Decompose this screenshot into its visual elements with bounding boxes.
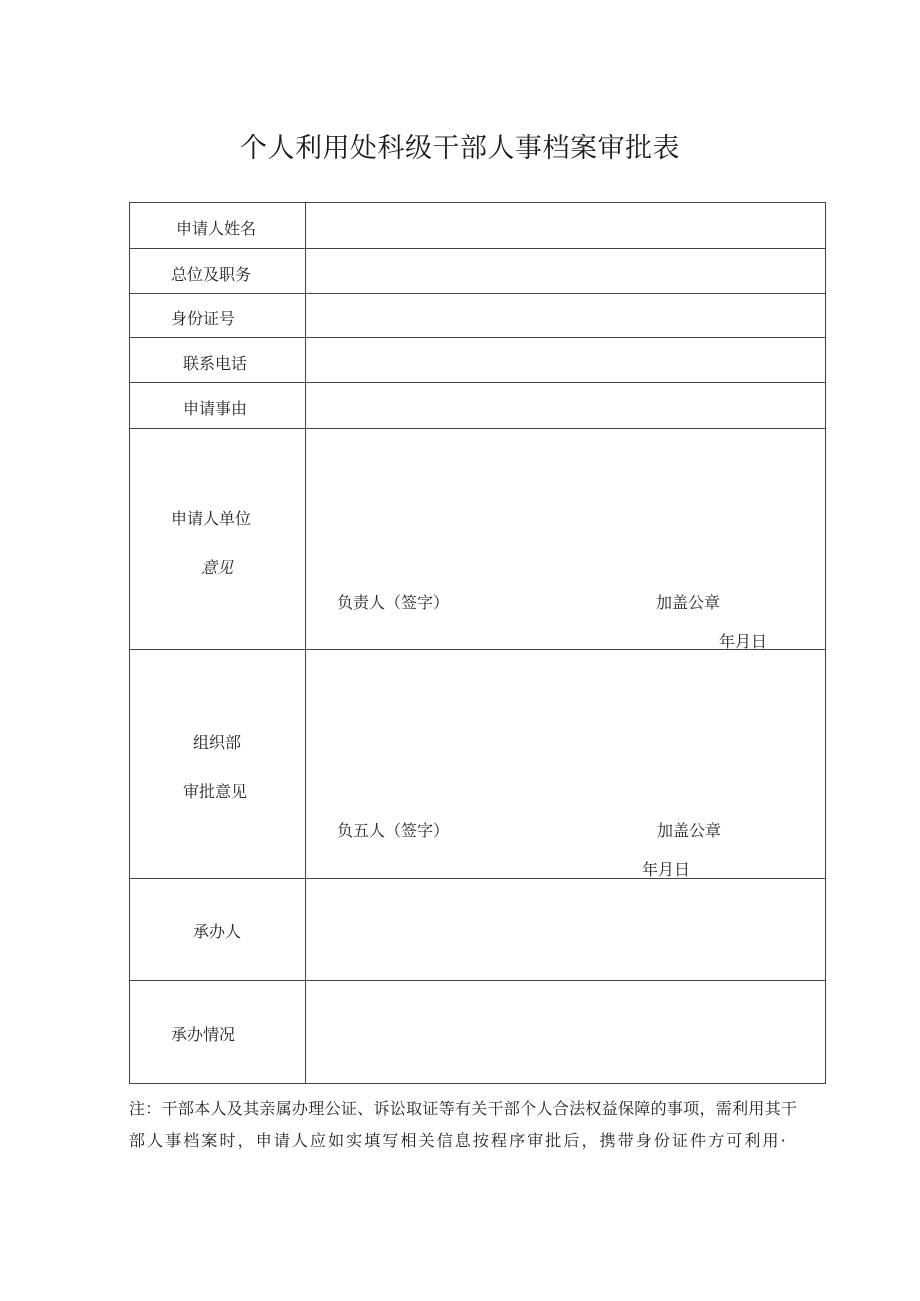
label-cell [130, 879, 306, 981]
unit-opinion-field[interactable] [306, 429, 826, 650]
unit-signer-label: 负责人（签字） [337, 593, 450, 612]
org-signer-label: 负五人（签字） [337, 821, 450, 840]
label-cell [130, 650, 306, 879]
reason-field[interactable] [306, 383, 826, 429]
handler-label: 承办人 [193, 922, 242, 941]
org-approval-field[interactable] [306, 650, 826, 879]
form-row-unit-opinion [130, 429, 826, 650]
label-cell [130, 294, 306, 338]
position-field[interactable] [306, 249, 826, 294]
position-label: 总位及职务 [171, 265, 252, 284]
org-approval-label-2: 审批意见 [183, 782, 248, 801]
unit-date-label: 年月日 [719, 632, 768, 651]
label-cell [130, 383, 306, 429]
form-row-org-approval [130, 650, 826, 879]
form-row-reason [130, 383, 826, 429]
form-row-phone [130, 338, 826, 383]
label-cell [130, 981, 306, 1084]
form-row-applicant-name [130, 203, 826, 249]
page-title: 个人利用处科级干部人事档案审批表 [240, 133, 680, 164]
approval-form-table [129, 202, 826, 1084]
unit-opinion-label-2: 意见 [201, 558, 234, 577]
phone-label: 联系电话 [183, 354, 248, 373]
label-cell [130, 429, 306, 650]
phone-field[interactable] [306, 338, 826, 383]
handler-field[interactable] [306, 879, 826, 981]
label-cell [130, 249, 306, 294]
id-number-field[interactable] [306, 294, 826, 338]
footnote-line-1: 注：干部本人及其亲属办理公证、诉讼取证等有关干部个人合法权益保障的事项，需利用其干 [129, 1099, 798, 1118]
label-cell [130, 338, 306, 383]
org-date-label: 年月日 [642, 860, 691, 879]
handling-status-label: 承办情况 [171, 1025, 236, 1044]
footnote-line-2: 部人事档案时，申请人应如实填写相关信息按程序审批后，携带身份证件方可利用· [129, 1131, 788, 1150]
form-row-id-number [130, 294, 826, 338]
handling-status-field[interactable] [306, 981, 826, 1084]
applicant-name-field[interactable] [306, 203, 826, 249]
form-row-handler [130, 879, 826, 981]
unit-seal-label: 加盖公章 [656, 593, 721, 612]
org-seal-label: 加盖公章 [657, 821, 722, 840]
label-cell [130, 203, 306, 249]
form-row-handling-status [130, 981, 826, 1084]
applicant-name-label: 申请人姓名 [176, 219, 257, 238]
id-number-label: 身份证号 [171, 309, 236, 328]
form-row-position [130, 249, 826, 294]
org-approval-label: 组织部 [193, 733, 242, 752]
unit-opinion-label: 申请人单位 [171, 509, 252, 528]
reason-label: 申请事由 [183, 399, 248, 418]
